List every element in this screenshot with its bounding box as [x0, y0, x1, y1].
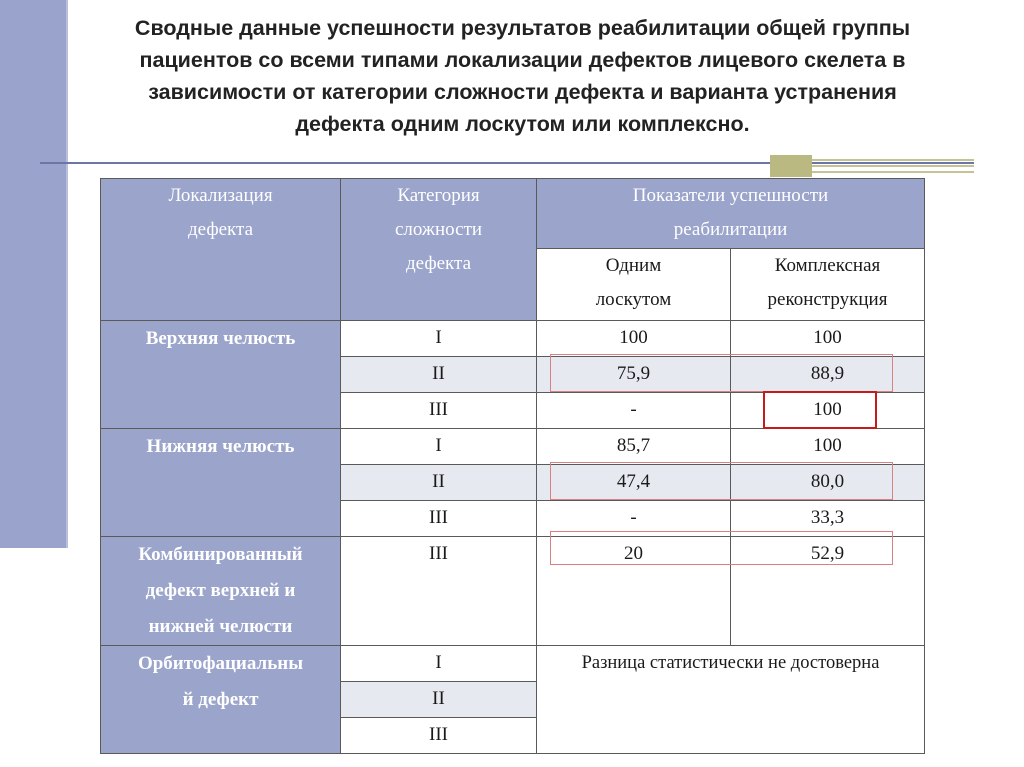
right-decor-stripe	[812, 165, 974, 167]
single-value-cell: 85,7	[537, 429, 731, 465]
highlight-box-lower-ii	[550, 462, 893, 500]
single-value-cell: 100	[537, 321, 731, 357]
highlight-box-upper-iii	[763, 391, 877, 429]
group-name-line: Орбитофациальны	[137, 653, 304, 674]
complex-value-cell: 100	[731, 429, 925, 465]
header-text: дефекта	[187, 219, 254, 240]
header-text: Локализация	[168, 185, 273, 206]
group-name-line: дефект верхней и	[145, 580, 296, 601]
table-row	[101, 321, 925, 357]
header-text: Показатели успешности	[632, 185, 829, 206]
right-decor	[770, 155, 974, 177]
right-decor-stripe	[812, 171, 974, 173]
header-single-flap	[537, 249, 731, 321]
header-text: дефекта	[405, 253, 472, 274]
single-value-cell: 75,9	[537, 357, 731, 393]
header-text: сложности	[394, 219, 483, 240]
complex-value-cell: 100	[731, 393, 925, 429]
category-cell: III	[341, 537, 537, 646]
complex-value-cell: 100	[731, 321, 925, 357]
group-lower-jaw: Нижняя челюсть	[101, 429, 341, 537]
header-text: Категория	[397, 185, 480, 206]
group-combined	[101, 537, 341, 646]
category-cell: III	[341, 393, 537, 429]
table-row	[101, 646, 925, 682]
title-line: зависимости от категории сложности дефекта и варианта устранения	[148, 80, 897, 104]
highlight-box-upper-ii	[550, 354, 893, 392]
single-value-cell: 20	[537, 537, 731, 646]
right-decor-stripe	[812, 159, 974, 161]
group-name-line: Комбинированный	[138, 544, 303, 565]
complex-value-cell: 80,0	[731, 465, 925, 501]
header-complex	[731, 249, 925, 321]
table-row	[101, 429, 925, 465]
category-cell: II	[341, 465, 537, 501]
complex-value-cell: 88,9	[731, 357, 925, 393]
significance-note: Разница статистически не достоверна	[537, 646, 925, 754]
complex-value-cell: 33,3	[731, 501, 925, 537]
header-text: реконструкция	[767, 289, 888, 310]
category-cell: II	[341, 682, 537, 718]
category-cell: III	[341, 501, 537, 537]
left-decor-edge	[66, 0, 68, 548]
header-category	[341, 179, 537, 321]
category-cell: I	[341, 429, 537, 465]
category-cell: I	[341, 321, 537, 357]
category-cell: III	[341, 718, 537, 754]
header-text: Комплексная	[774, 255, 881, 276]
header-indicators	[537, 179, 925, 249]
right-decor-block	[770, 155, 812, 177]
category-cell: II	[341, 357, 537, 393]
header-text: Одним	[605, 255, 662, 276]
header-localization	[101, 179, 341, 321]
header-text: лоскутом	[595, 289, 672, 310]
single-value-cell: -	[537, 393, 731, 429]
group-name-line: нижней челюсти	[148, 616, 293, 637]
single-value-cell: -	[537, 501, 731, 537]
group-upper-jaw: Верхняя челюсть	[101, 321, 341, 429]
group-orbitofacial	[101, 646, 341, 754]
slide-title	[70, 12, 975, 140]
category-cell: I	[341, 646, 537, 682]
complex-value-cell: 52,9	[731, 537, 925, 646]
group-name-line: й дефект	[182, 689, 259, 710]
title-line: Сводные данные успешности результатов реабилитации общей группы	[134, 16, 911, 40]
single-value-cell: 47,4	[537, 465, 731, 501]
header-text: реабилитации	[673, 219, 788, 240]
title-line: дефекта одним лоскутом или комплексно.	[295, 112, 750, 136]
left-decor-bar	[0, 0, 66, 548]
title-line: пациентов со всеми типами локализации дефектов лицевого скелета в	[139, 48, 906, 72]
highlight-box-combined	[550, 531, 893, 565]
